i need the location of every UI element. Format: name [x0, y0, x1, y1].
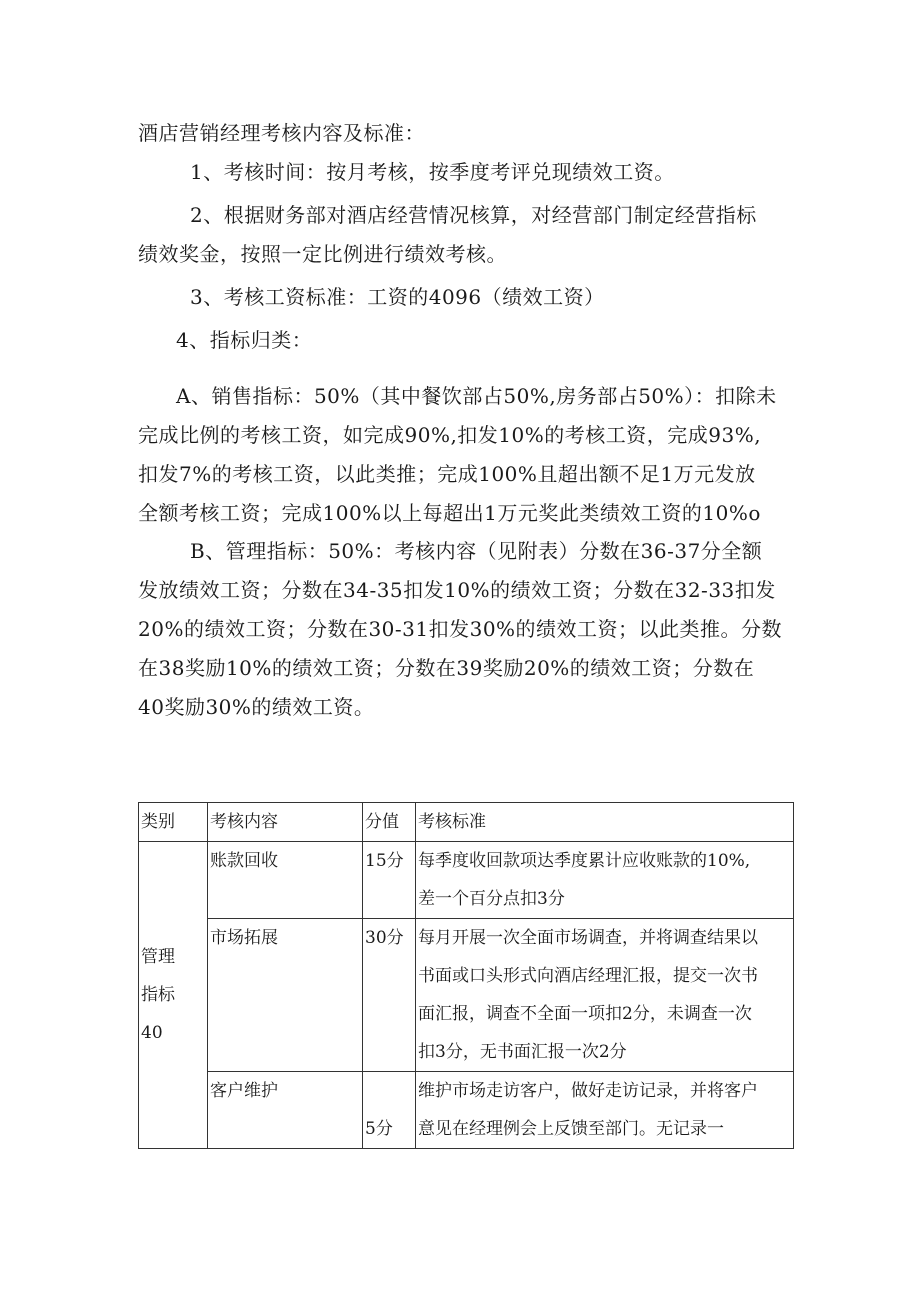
sales-indicator-paragraph: [138, 377, 798, 533]
item-2-line-1: 2、根据财务部对酒店经营情况核算，对经营部门制定经营指标: [190, 203, 757, 227]
document-body: [138, 114, 798, 360]
table-row: [139, 842, 794, 919]
item-1: 1、考核时间：按月考核，按季度考评兑现绩效工资。: [190, 160, 675, 184]
header-content: 考核内容: [208, 803, 363, 842]
standard-line: 扣3分，无书面汇报一次2分: [418, 1042, 627, 1062]
management-indicator-paragraph: [138, 532, 798, 727]
content-cell: 客户维护: [208, 1072, 363, 1149]
management-line-2: 发放绩效工资；分数在34-35扣发10%的绩效工资；分数在32-33扣发: [138, 578, 776, 602]
table-row: [139, 919, 794, 1072]
item-4: 4、指标归类：: [176, 328, 313, 352]
header-standard: 考核标准: [416, 803, 794, 842]
item-2-line-2: 绩效奖金，按照一定比例进行绩效考核。: [138, 242, 507, 266]
content-cell: 账款回收: [208, 842, 363, 919]
standard-line: 每季度收回款项达季度累计应收账款的10%,: [418, 851, 751, 871]
standard-line: 意见在经理例会上反馈至部门。无记录一: [418, 1119, 724, 1139]
header-category: 类别: [139, 803, 208, 842]
sales-line-2: 完成比例的考核工资，如完成90%,扣发10%的考核工资，完成93%,: [138, 423, 762, 447]
standard-cell: [416, 842, 794, 919]
sales-line-4: 全额考核工资；完成100%以上每超出1万元奖此类绩效工资的10%o: [138, 501, 761, 525]
management-line-5: 40奖励30%的绩效工资。: [138, 695, 375, 719]
management-line-4: 在38奖励10%的绩效工资；分数在39奖励20%的绩效工资；分数在: [138, 656, 755, 680]
standard-line: 书面或口头形式向酒店经理汇报，提交一次书: [418, 966, 758, 986]
sales-line-1: A、销售指标：50%（其中餐饮部占50%,房务部占50%）：扣除未: [176, 384, 777, 408]
standard-line: 面汇报，调查不全面一项扣2分，未调查一次: [418, 1004, 752, 1024]
standard-line: 每月开展一次全面市场调查，并将调查结果以: [418, 928, 758, 948]
item-3: 3、考核工资标准：工资的4096（绩效工资）: [190, 285, 605, 309]
category-cell: [139, 842, 208, 1149]
standard-cell: [416, 919, 794, 1072]
category-line-1: 管理: [141, 947, 175, 967]
score-cell: 30分: [363, 919, 416, 1072]
document-title: 酒店营销经理考核内容及标准：: [138, 121, 425, 145]
standard-line: 差一个百分点扣3分: [418, 889, 565, 909]
sales-line-3: 扣发7%的考核工资，以此类推；完成100%且超出额不足1万元发放: [138, 462, 756, 486]
table-row: [139, 1072, 794, 1149]
category-line-3: 40: [141, 1023, 163, 1043]
header-score: 分值: [363, 803, 416, 842]
content-cell: 市场拓展: [208, 919, 363, 1072]
management-line-3: 20%的绩效工资；分数在30-31扣发30%的绩效工资；以此类推。分数: [138, 617, 783, 641]
score-cell: 15分: [363, 842, 416, 919]
category-line-2: 指标: [141, 985, 175, 1005]
standard-cell: [416, 1072, 794, 1149]
table-header-row: [139, 803, 794, 842]
assessment-table: [138, 802, 794, 1149]
score-cell: 5分: [363, 1072, 416, 1149]
standard-line: 维护市场走访客户，做好走访记录，并将客户: [418, 1081, 758, 1101]
management-line-1: B、管理指标：50%：考核内容（见附表）分数在36-37分全额: [190, 539, 763, 563]
